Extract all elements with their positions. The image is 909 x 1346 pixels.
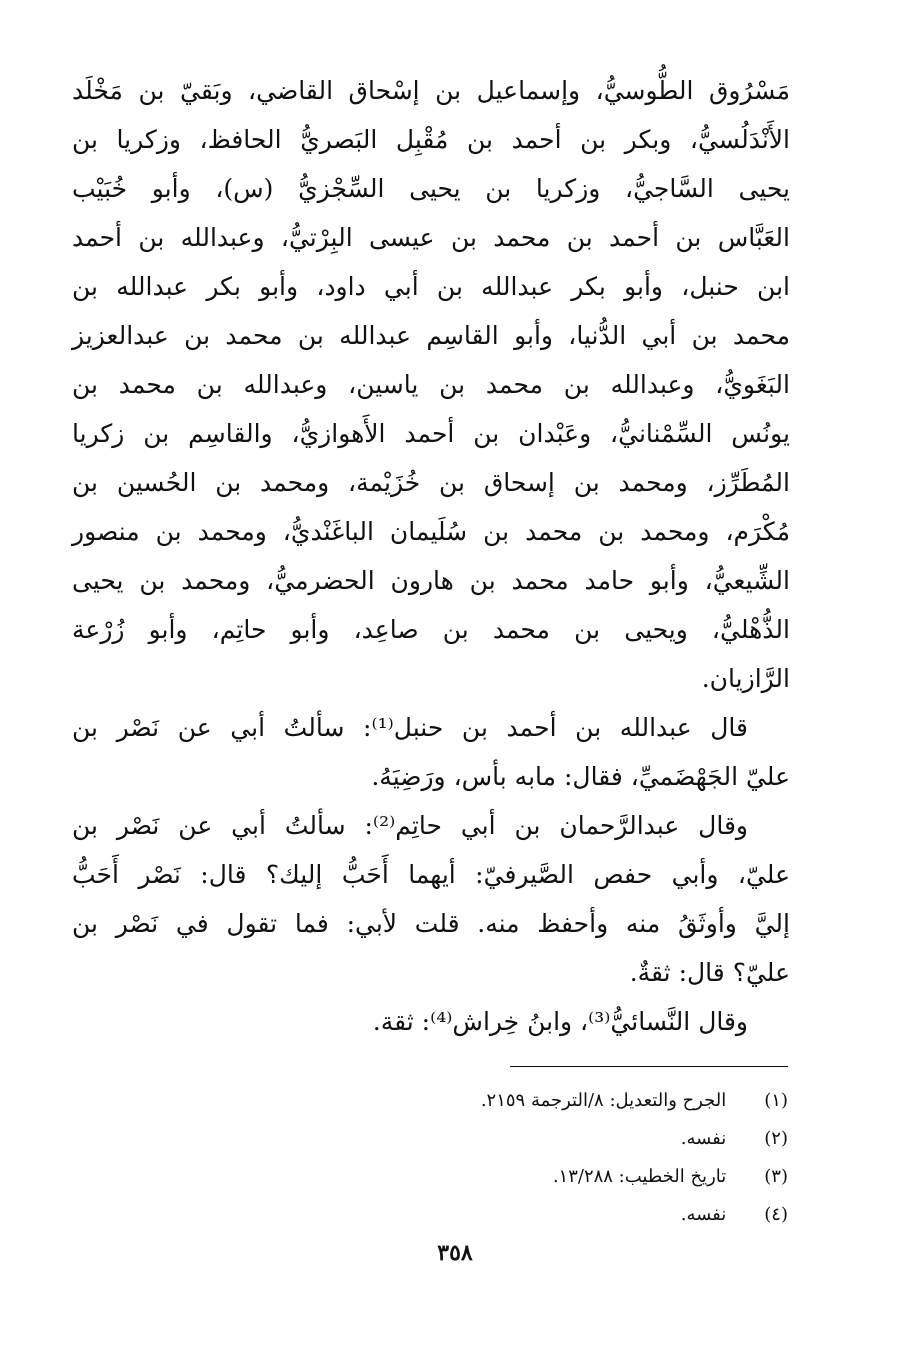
text-line: يحيى السَّاجيُّ، وزكريا بن يحيى السِّجْزيُّ (س)، وأبو خُبَيْب [72, 174, 790, 203]
footnote-number: (٢) [764, 1128, 788, 1149]
text-line: البَغَويُّ، وعبدالله بن محمد بن ياسين، وعبدالله بن محمد بن [72, 370, 790, 399]
footnote-number: (١) [764, 1090, 788, 1111]
footnote-divider [510, 1066, 788, 1067]
footnote-text: الجرح والتعديل: ٨/الترجمة ٢١٥٩. [480, 1090, 727, 1111]
footnote [150, 1196, 788, 1234]
text-line: إليَّ وأوثَقُ منه وأحفظ منه. قلت لأبي: فما تقول في نَصْر بن [72, 909, 790, 938]
text-line: الرَّازيان. [701, 664, 790, 693]
text-line: عليّ؟ قال: ثقةٌ. [629, 958, 790, 987]
footnote-text: نفسه. [680, 1128, 727, 1149]
text-line: مُكْرَم، ومحمد بن محمد بن سُلَيمان الباغَنْديُّ، ومحمد بن منصور [72, 517, 790, 546]
text-line: يونُس السِّمْنانيُّ، وعَبْدان بن أحمد الأَهوازيُّ، والقاسِم بن زكريا [72, 419, 790, 448]
text-line: عليّ، وأبي حفص الصَّيرفيّ: أيهما أَحَبُّ إليك؟ قال: نَصْر أَحَبُّ [72, 860, 790, 889]
text-line: مَسْرُوق الطُّوسيُّ، وإسماعيل بن إسْحاق القاضي، وبَقيّ بن مَخْلَد [72, 76, 790, 105]
text-line: الذُّهْليُّ، ويحيى بن محمد بن صاعِد، وأبو حاتِم، وأبو زُرْعة [72, 615, 790, 644]
text-line: قال عبدالله بن أحمد بن حنبل⁽¹⁾: سألتُ أبي عن نَصْر بن [72, 713, 748, 742]
footnote-text: نفسه. [680, 1204, 727, 1225]
footnote-number: (٤) [764, 1204, 788, 1225]
text-line: الشِّيعيُّ، وأبو حامد محمد بن هارون الحضرميُّ، ومحمد بن يحيى [72, 566, 790, 595]
text-line: الأَنْدَلُسيُّ، وبكر بن أحمد بن مُقْبِل البَصريُّ الحافظ، وزكريا بن [72, 125, 790, 154]
footnote-number: (٣) [764, 1166, 788, 1187]
page-number: ٣٥٨ [437, 1240, 473, 1266]
text-line: وقال عبدالرَّحمان بن أبي حاتِم⁽²⁾: سألتُ أبي عن نَصْر بن [72, 811, 748, 840]
text-line: وقال النَّسائيُّ⁽³⁾، وابنُ خِراش⁽⁴⁾: ثقة. [372, 1007, 748, 1036]
footnote-text: تاريخ الخطيب: ١٣/٢٨٨. [552, 1166, 727, 1187]
text-line: العَبَّاس بن أحمد بن محمد بن عيسى البِرْتيُّ، وعبدالله بن أحمد [72, 223, 790, 252]
text-line: المُطَرِّز، ومحمد بن إسحاق بن خُزَيْمة، ومحمد بن الحُسين بن [72, 468, 790, 497]
footnotes [150, 1082, 788, 1234]
footnote [150, 1158, 788, 1196]
footnote [150, 1082, 788, 1120]
text-line: محمد بن أبي الدُّنيا، وأبو القاسِم عبدالله بن محمد بن عبدالعزيز [72, 321, 790, 350]
main-text [72, 66, 790, 1046]
text-line: عليّ الجَهْضَميِّ، فقال: مابه بأس، ورَضِيَهُ. [371, 762, 790, 791]
text-line: ابن حنبل، وأبو بكر عبدالله بن أبي داود، وأبو بكر عبدالله بن [72, 272, 790, 301]
footnote [150, 1120, 788, 1158]
